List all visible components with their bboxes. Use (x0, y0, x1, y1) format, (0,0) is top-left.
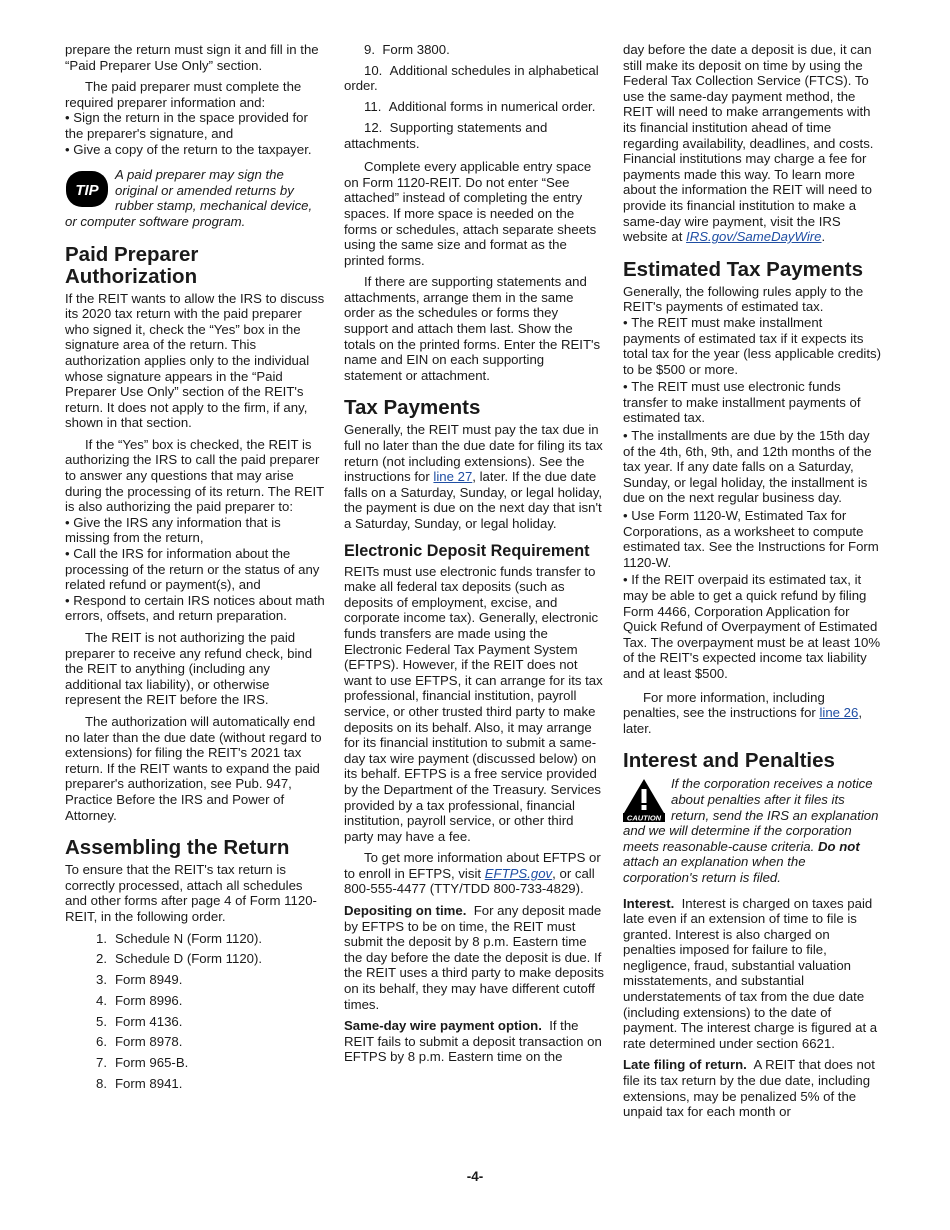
list-item: 5. Form 4136. (96, 1013, 183, 1029)
list-item: 1. Schedule N (Form 1120). (96, 930, 263, 946)
paragraph: To ensure that the REIT's tax return is correctly processed, attach all schedules and other forms after page 4 of Form 1120-REIT, in the following order. (65, 862, 317, 924)
line-27-link[interactable]: line 27 (433, 469, 473, 485)
eftps-link[interactable]: EFTPS.gov (484, 865, 553, 881)
list-item: 12. Supporting statements and attachments. (344, 119, 548, 151)
paragraph: To get more information about EFTPS or to enroll in EFTPS, visit EFTPS.gov, or call 800-555-4477 (TTY/TDD 800-733-4829). (344, 850, 601, 897)
paragraph: The authorization will automatically end no later than the due date (without regard to extensions) for filing the REIT's 2021 tax return. If the REIT wants to expand the paid preparer's authorization, see Pub. 947, Practice Before the IRS and Power of Attorney. (65, 713, 322, 823)
run-in-heading: Interest. (623, 895, 675, 911)
tip-icon-label: TIP (75, 182, 99, 200)
run-in-heading: Late filing of return. (623, 1057, 747, 1073)
line-26-link[interactable]: line 26 (819, 705, 859, 721)
heading-tax-payments: Tax Payments (344, 396, 481, 420)
bullet-item: • If the REIT overpaid its estimated tax, it may be able to get a quick refund by filing Form 4466, Corporation Application for Quick Refund of Overpayment of Estimated Tax. The overpayment must be at least 10% of the REIT's expected income tax liability and at least $500. (623, 572, 883, 681)
list-item: 9. Form 3800. (364, 42, 450, 57)
paragraph: Late filing of return. A REIT that does not file its tax return by the due date, including extensions, may be penalized 5% of the unpaid tax for each month or (623, 1057, 875, 1120)
list-item: 2. Schedule D (Form 1120). (96, 951, 263, 967)
column-1 (65, 42, 325, 1097)
list-item: 7. Form 965-B. (96, 1055, 189, 1071)
heading-interest-and-penalties: Interest and Penalties (623, 749, 835, 773)
paragraph: Generally, the following rules apply to the REIT's payments of estimated tax. (623, 283, 864, 315)
same-day-wire-link[interactable]: IRS.gov/SameDayWire (686, 229, 822, 245)
bullet-item: • The REIT must use electronic funds transfer to make installment payments of estimated tax. (623, 379, 883, 426)
paragraph: Same-day wire payment option. If the REIT fails to submit a deposit transaction on EFTPS by 8 p.m. Eastern time on the (344, 1018, 602, 1065)
paragraph: prepare the return must sign it and fill in the “Paid Preparer Use Only” section. (65, 42, 319, 73)
bullet-item: • Use Form 1120-W, Estimated Tax for Corporations, as a worksheet to compute estimated tax. See the Instructions for Form 1120-W. (623, 508, 883, 570)
page-number: -4- (466, 1169, 484, 1184)
paragraph: Interest. Interest is charged on taxes paid late even if an extension of time to file is granted. Interest is also charged on penalties imposed for failure to file, negligence, fraud, substantial valuation misstatements, and substantial understatements of tax from the due date (including extensions) to the date of payment. The interest charge is figured at a rate determined under section 6621. (623, 895, 878, 1051)
tip-note (65, 167, 325, 229)
paragraph: If the “Yes” box is checked, the REIT is authorizing the IRS to call the paid preparer to answer any questions that may arise during the processing of its return. The REIT is also authorizing the paid preparer to: (65, 436, 324, 515)
caution-icon-label: CAUTION (626, 813, 662, 823)
caution-note: CAUTION If the corporation receives a notice about penalties after it files its return, send the IRS an explanation and we will determine if the corporation meets reasonable-cause criteria. Do not attach an explanation when the corporation's return is filed. (623, 776, 879, 885)
attachment-order-list-continued (344, 42, 604, 151)
list-item: 6. Form 8978. (96, 1034, 183, 1050)
paragraph: The paid preparer must complete the required preparer information and: (65, 79, 302, 110)
heading-assembling-the-return: Assembling the Return (65, 836, 290, 860)
column-2 (344, 42, 604, 1071)
list-item: 4. Form 8996. (96, 992, 183, 1008)
paragraph: If there are supporting statements and attachments, arrange them in the same order as the schedules or forms they support and attach them last. Show the totals on the printed forms. Enter the REIT's name and EIN on each supporting statement or attachment. (344, 274, 601, 383)
heading-estimated-tax-payments: Estimated Tax Payments (623, 257, 864, 281)
paragraph: day before the date a deposit is due, it can still make its deposit on time by using the Federal Tax Collection Service (FTCS). To use the same-day payment method, the REIT will need to make arrangements with its financial institution ahead of time regarding availability, deadlines, and costs. Financial institutions may charge a fee for payments made this way. To learn more about the information the REIT will need to provide its financial institution to make a same-day wire payment, visit the IRS website at IRS.gov/SameDayWire. (623, 42, 874, 245)
paragraph: Depositing on time. For any deposit made by EFTPS to be on time, the REIT must submit the deposit by 8 p.m. Eastern time the day before the date the deposit is due. If the REIT uses a third party to make deposits on its behalf, they may have different cutoff times. (344, 903, 604, 1012)
paragraph: Complete every applicable entry space on Form 1120-REIT. Do not enter “See attached” instead of completing the entry spaces. If more space is needed on the forms or schedules, attach separate sheets using the same size and format as the printed forms. (344, 159, 597, 268)
heading-paid-preparer-authorization: Paid Preparer Authorization (65, 242, 199, 288)
heading-electronic-deposit-requirement: Electronic Deposit Requirement (344, 541, 590, 560)
list-item: 8. Form 8941. (96, 1075, 183, 1091)
column-3 (623, 42, 883, 1126)
list-item: 3. Form 8949. (96, 972, 183, 988)
attachment-order-list (65, 931, 325, 1092)
run-in-heading: Same-day wire payment option. (344, 1018, 542, 1034)
tip-text: A paid preparer may sign the original or amended returns by rubber stamp, mechanical device, or computer software program. (65, 167, 313, 229)
bullet-item: • The installments are due by the 15th day of the 4th, 6th, 9th, and 12th months of the tax year. If any date falls on a Saturday, Sunday, or legal holiday, the installment is due on the next regular business day. (623, 428, 883, 506)
run-in-heading: Depositing on time. (344, 903, 467, 919)
tip-icon (65, 169, 109, 209)
caution-icon (623, 778, 665, 822)
bullet-item: • Give a copy of the return to the taxpayer. (65, 142, 325, 158)
bullet-item: • The REIT must make installment payments of estimated tax if it expects its total tax for the year (less applicable credits) to be $500 or more. (623, 315, 883, 377)
list-item: 11. Additional forms in numerical order. (364, 99, 596, 115)
paragraph: Generally, the REIT must pay the tax due in full no later than the due date for filing its tax return (not including extensions). See the instructions for line 27, later. If the due date falls on a Saturday, Sunday, or legal holiday, the payment is due on the next day that isn't a Saturday, Sunday, or legal holiday. (344, 422, 603, 531)
bullet-item: • Call the IRS for information about the processing of the return or the status of any related refund or payment(s), and (65, 546, 325, 593)
paragraph: If the REIT wants to allow the IRS to discuss its 2020 tax return with the paid preparer who signed it, check the “Yes” box in the signature area of the return. This authorization applies only to the individual whose signature appears in the “Paid Preparer Use Only” section of the REIT's return. It does not apply to the firm, if any, shown in that section. (65, 290, 325, 431)
paragraph: REITs must use electronic funds transfer to make all federal tax deposits (such as deposits of employment, excise, and corporate income tax). Generally, electronic funds transfers are made using the Electronic Federal Tax Payment System (EFTPS). However, if the REIT does not want to use EFTPS, it can arrange for its tax professional, financial institution, payroll service, or other trusted third party to make deposits on its behalf. Also, it may arrange for its financial institution to submit a same-day tax wire payment (discussed below) on its behalf. EFTPS is a free service provided by the Department of the Treasury. Services provided by a tax professional, financial institution, payroll service, or other third party may have a fee. (344, 563, 603, 844)
bullet-item: • Respond to certain IRS notices about math errors, offsets, and return preparation. (65, 593, 325, 624)
paragraph: The REIT is not authorizing the paid preparer to receive any refund check, bind the REIT to anything (including any additional tax liability), or otherwise represent the REIT before the IRS. (65, 630, 313, 708)
bullet-item: • Give the IRS any information that is missing from the return, (65, 515, 325, 546)
bullet-item: • Sign the return in the space provided for the preparer's signature, and (65, 110, 325, 141)
paragraph: For more information, including penalties, see the instructions for line 26, later. (623, 689, 863, 736)
list-item: 10. Additional schedules in alphabetical order. (344, 62, 599, 94)
